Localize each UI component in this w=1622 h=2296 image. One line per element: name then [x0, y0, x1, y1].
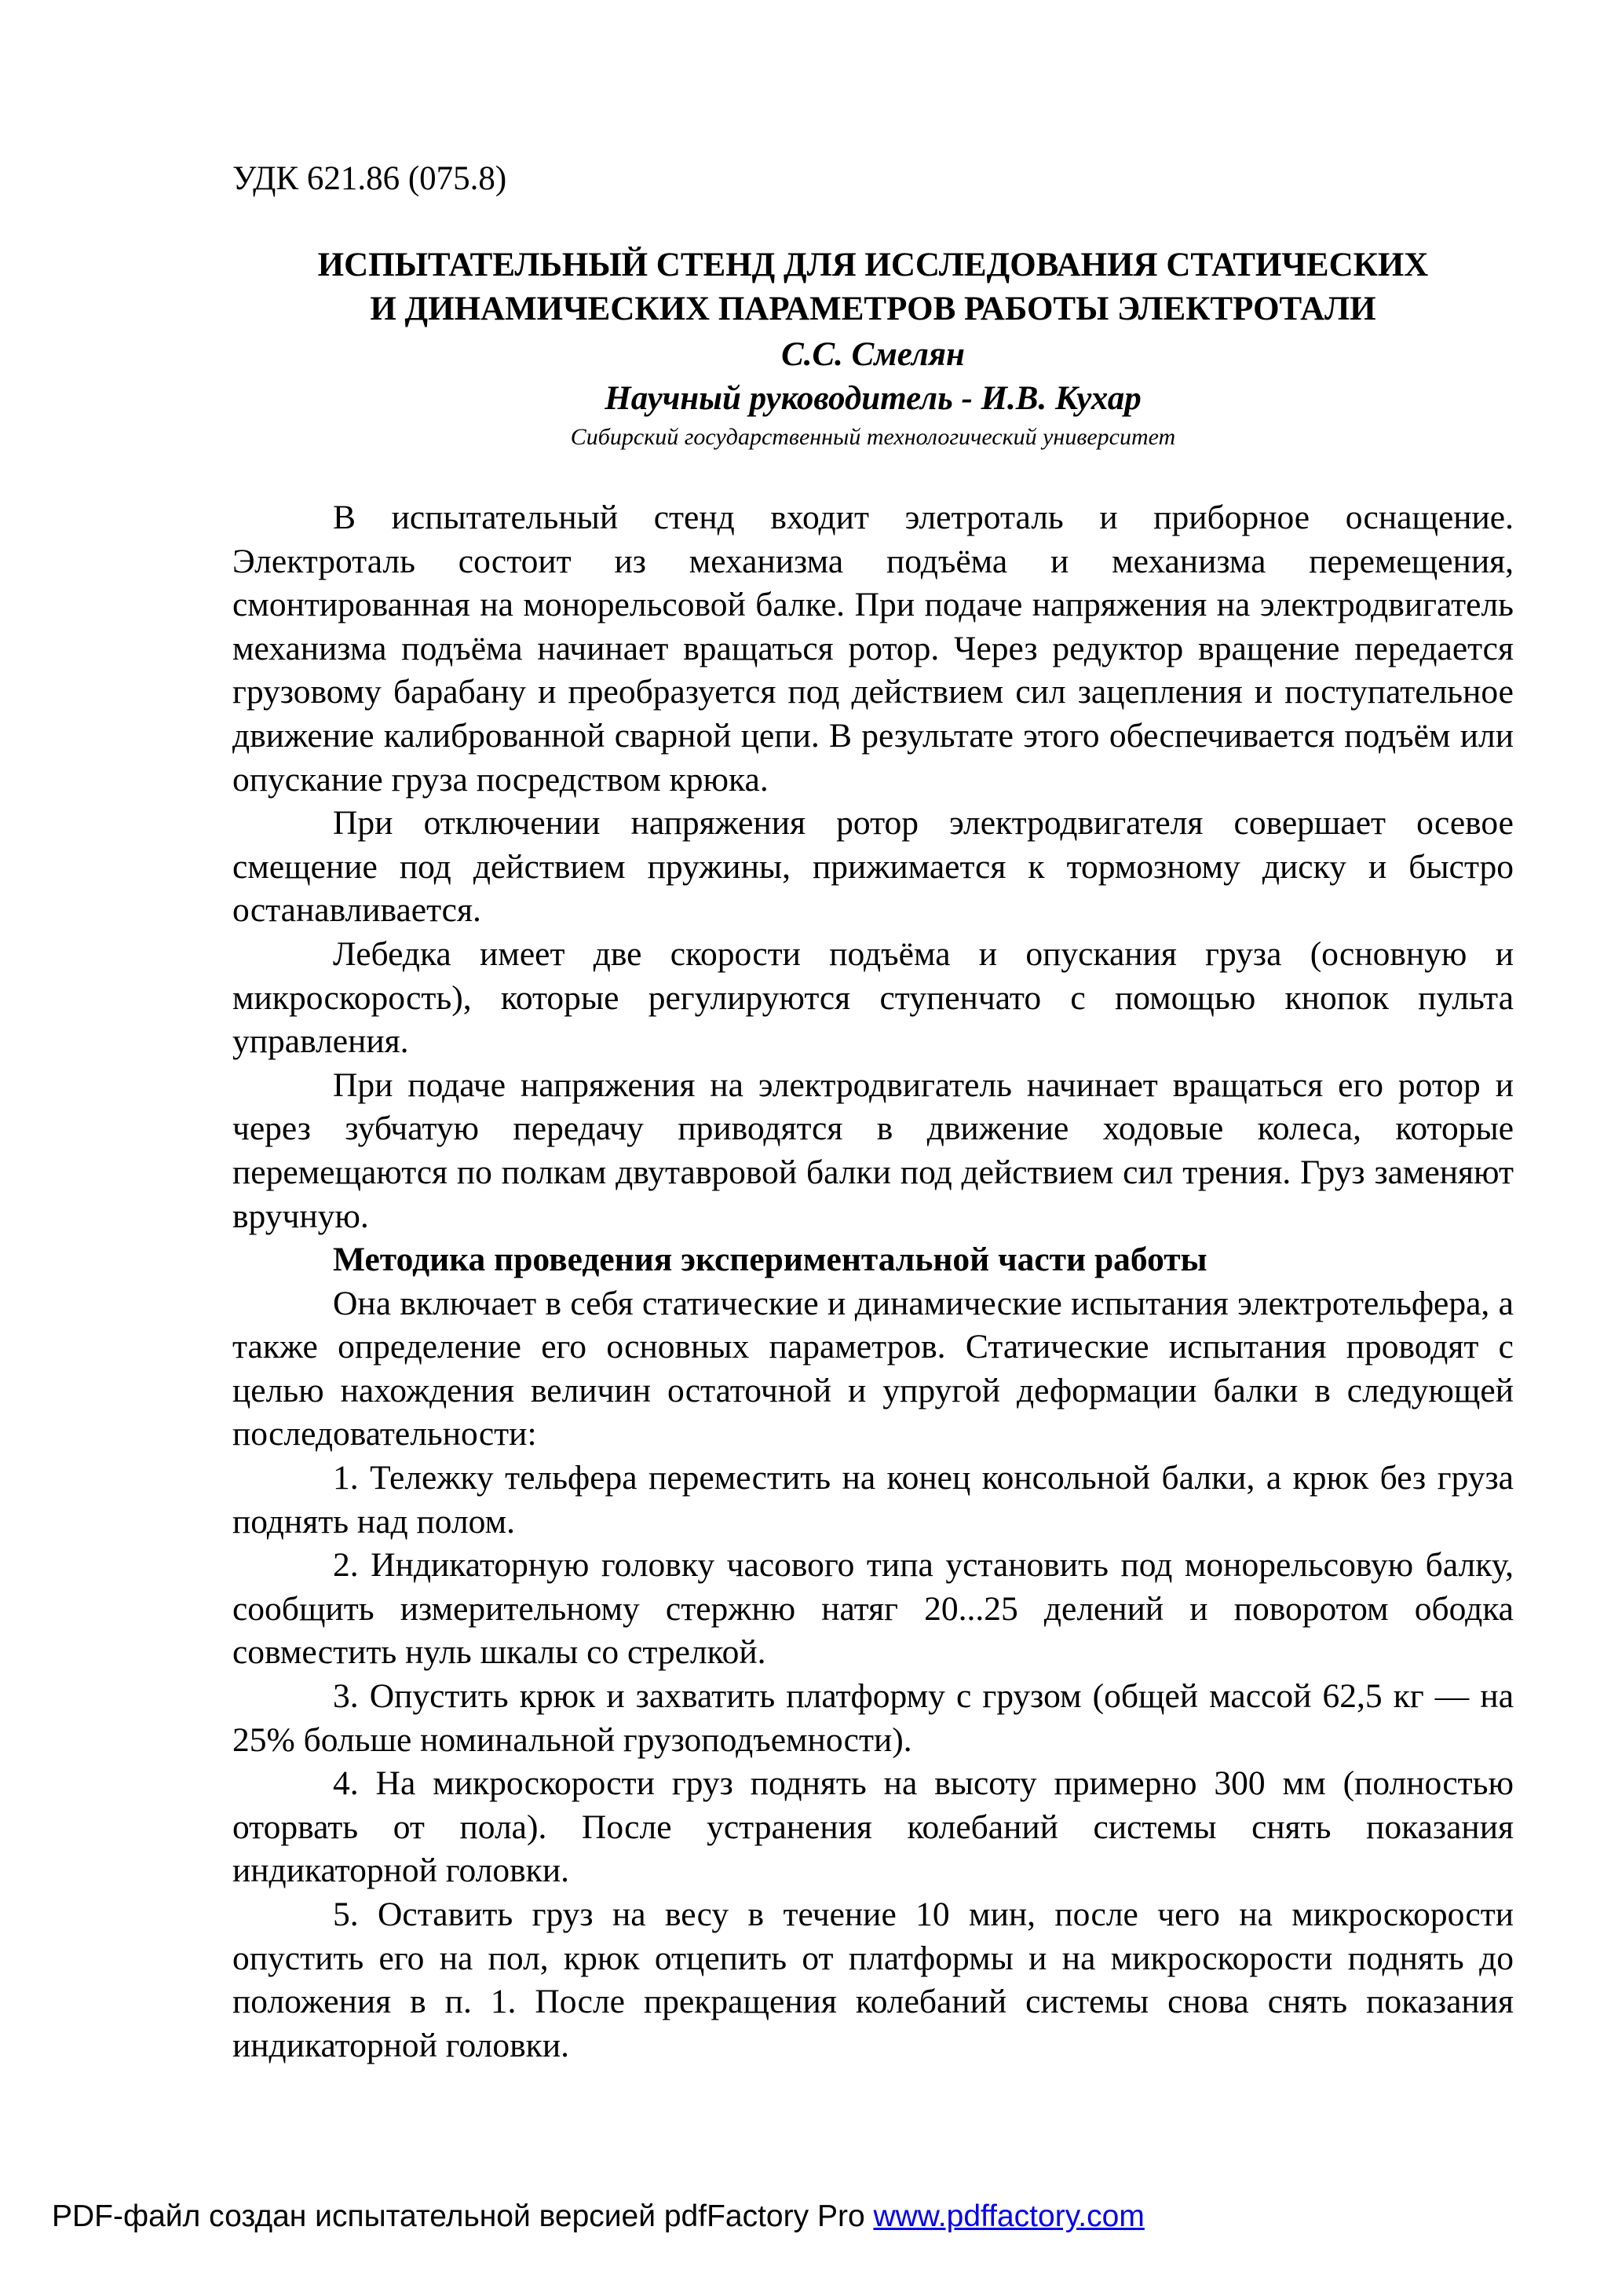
article-title: [232, 243, 1514, 331]
list-item: 5. Оставить груз на весу в течение 10 мин, после чего на микроскорости опустить его на пол, крюк отцепить от платформы и на микроскорости поднять до положения в п. 1. После прекращения колебаний системы снова снять показания индикаторной головки.: [232, 1896, 1514, 2064]
paragraph: Она включает в себя статические и динамические испытания электротельфера, а также определение его основных параметров. Статические испытания проводят с целью нахождения величин остаточной и упругой деформации балки в следующей последовательности:: [232, 1284, 1514, 1453]
article-body: [232, 496, 1514, 2067]
list-item: 4. На микроскорости груз поднять на высоту примерно 300 мм (полностью оторвать от пола). После устранения колебаний системы снять показания индикаторной головки.: [232, 1764, 1514, 1890]
pdffactory-link[interactable]: www.pdffactory.com: [873, 2199, 1145, 2233]
paragraph: При отключении напряжения ротор электродвигателя совершает осевое смещение под действием пружины, прижимается к тормозному диску и быстро останавливается.: [232, 804, 1514, 930]
list-item: 3. Опустить крюк и захватить платформу с грузом (общей массой 62,5 кг — на 25% больше номинальной грузоподъемности).: [232, 1677, 1514, 1759]
paragraph: В испытательный стенд входит элетроталь и приборное оснащение. Электроталь состоит из механизма подъёма и механизма перемещения, смонтированная на монорельсовой балке. При подаче напряжения на электродвигатель механизма подъёма начинает вращаться ротор. Через редуктор вращение передается грузовому барабану и преобразуется под действием сил зацепления и поступательное движение калиброванной сварной цепи. В результате этого обеспечивается подъём или опускание груза посредством крюка.: [232, 499, 1514, 799]
author-name: С.С. Смелян: [781, 336, 965, 373]
udk-code: УДК 621.86 (075.8): [232, 160, 507, 197]
paragraph: Лебедка имеет две скорости подъёма и опускания груза (основную и микроскорость), которые регулируются ступенчато с помощью кнопок пульта управления.: [232, 934, 1514, 1061]
paragraph: При подаче напряжения на электродвигатель начинает вращаться его ротор и через зубчатую передачу приводятся в движение ходовые колеса, которые перемещаются по полкам двутавровой балки под действием сил трения. Груз заменяют вручную.: [232, 1066, 1514, 1235]
scientific-supervisor: Научный руководитель - И.В. Кухар: [605, 380, 1142, 417]
section-heading: Методика проведения экспериментальной части работы: [333, 1241, 1207, 1279]
footer-text: PDF-файл создан испытательной версией pdfFactory Pro: [52, 2199, 874, 2233]
title-line-1: ИСПЫТАТЕЛЬНЫЙ СТЕНД ДЛЯ ИССЛЕДОВАНИЯ СТАТИЧЕСКИХ: [317, 247, 1429, 283]
title-line-2: И ДИНАМИЧЕСКИХ ПАРАМЕТРОВ РАБОТЫ ЭЛЕКТРОТАЛИ: [370, 291, 1376, 327]
list-item: 1. Тележку тельфера переместить на конец консольной балки, а крюк без груза поднять над полом.: [232, 1459, 1514, 1541]
list-item: 2. Индикаторную головку часового типа установить под монорельсовую балку, сообщить измерительному стержню натяг 20...25 делений и поворотом ободка совместить нуль шкалы со стрелкой.: [232, 1546, 1514, 1672]
pdf-footer: [52, 2197, 1145, 2236]
affiliation: Сибирский государственный технологический университет: [570, 424, 1176, 450]
